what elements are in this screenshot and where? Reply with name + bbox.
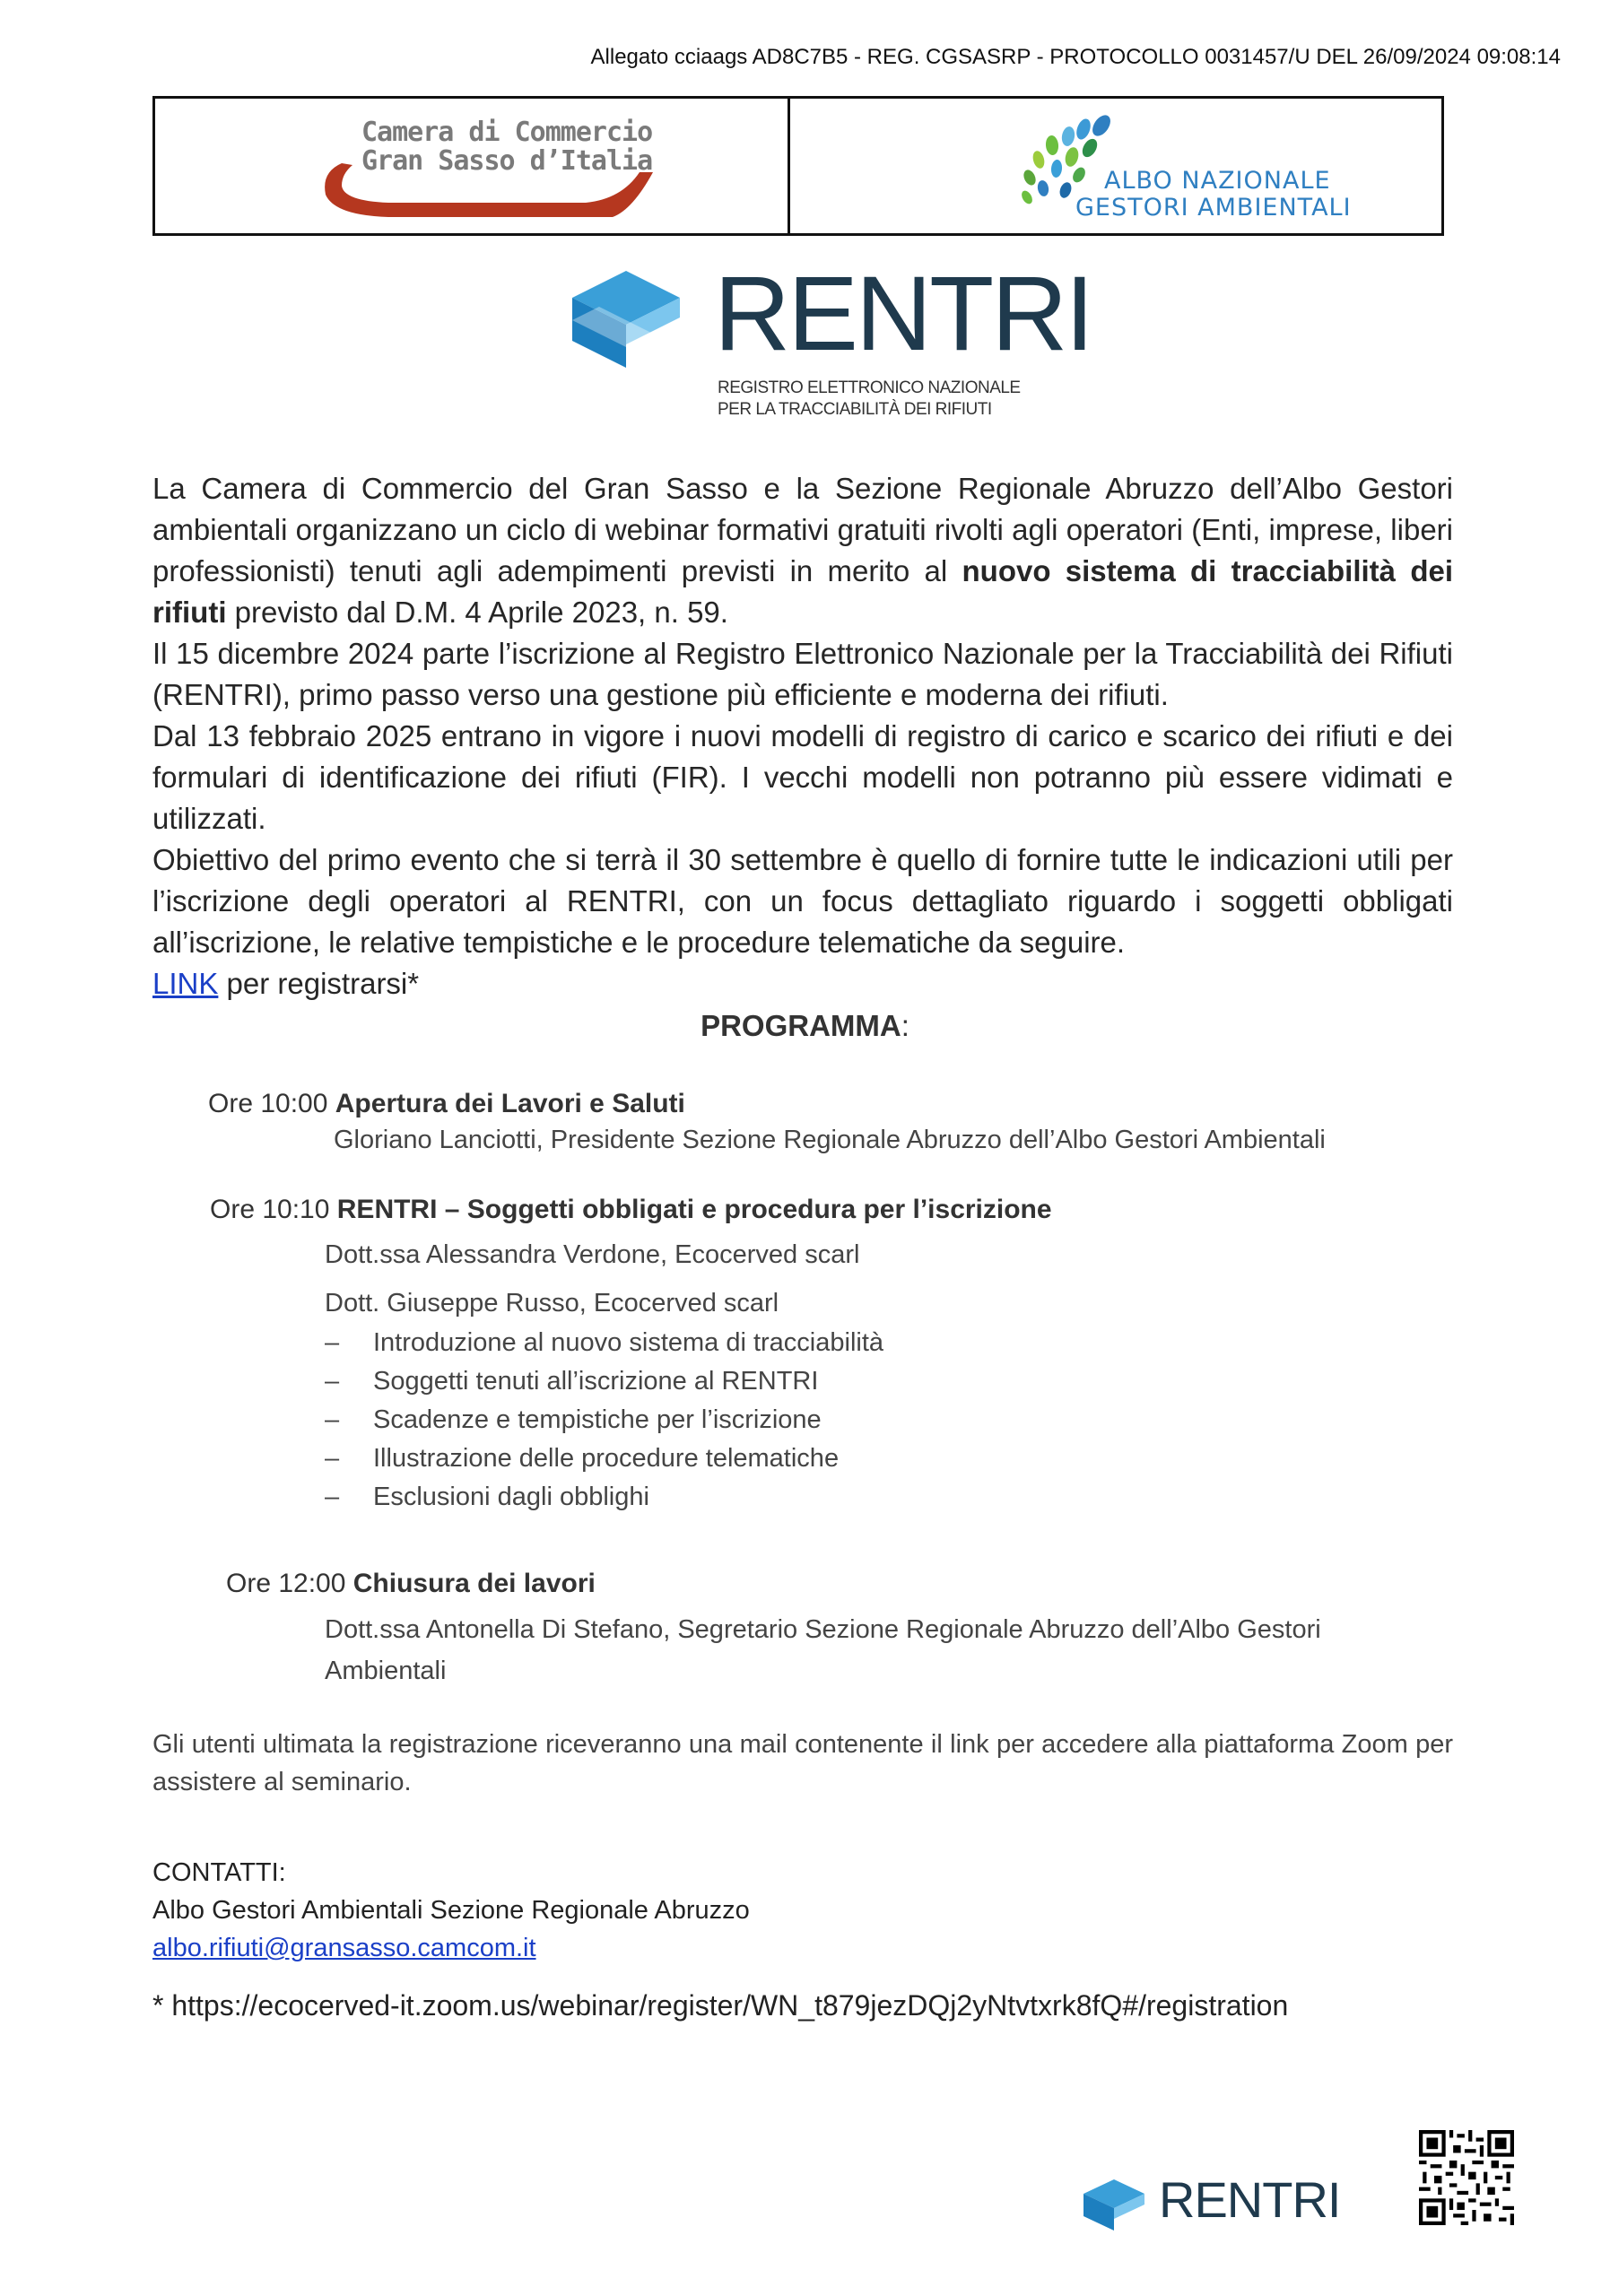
- intro-paragraph-2: Il 15 dicembre 2024 parte l’iscrizione al Registro Elettronico Nazionale per la Tracciabilità dei Rifiuti (RENTRI), primo passo verso una gestione più efficiente e moderna dei rifiuti.: [152, 637, 1453, 711]
- session-3-speaker: Dott.ssa Antonella Di Stefano, Segretario Sezione Regionale Abruzzo dell’Albo Gestori Ambientali: [325, 1615, 1321, 1685]
- session-1-time: Ore 10:00: [208, 1089, 335, 1118]
- camera-boat-icon: [317, 109, 657, 226]
- zoom-note: Gli utenti ultimata la registrazione riceveranno una mail contenente il link per accedere alla piattaforma Zoom per assistere al seminario.: [152, 1730, 1453, 1796]
- camera-logo-line2: Gran Sasso d’Italia: [361, 145, 653, 177]
- albo-logo-line1: ALBO NAZIONALE: [1104, 167, 1331, 195]
- qr-code-icon: [1419, 2130, 1514, 2225]
- dash-bullet: –: [325, 1444, 340, 1473]
- session-1-heading: [208, 1085, 685, 1123]
- topic-text: Scadenze e tempistiche per l’iscrizione: [373, 1405, 822, 1434]
- logo-divider: [788, 99, 790, 233]
- programma-colon: :: [901, 1009, 909, 1042]
- session-2-speaker-2: Dott. Giuseppe Russo, Ecocerved scarl: [325, 1289, 779, 1318]
- topic-text: Soggetti tenuti all’iscrizione al RENTRI: [373, 1367, 819, 1396]
- session-2-heading: [210, 1191, 1052, 1229]
- dash-bullet: –: [325, 1367, 340, 1396]
- camera-logo-line1: Camera di Commercio: [361, 117, 653, 148]
- camera-commercio-logo: [317, 109, 657, 226]
- footer-rentri-logo: RENTRI: [1159, 2171, 1341, 2228]
- contacts-label: CONTATTI:: [152, 1858, 286, 1887]
- session-3-title: Chiusura dei lavori: [352, 1569, 596, 1598]
- register-link-rest: per registrarsi*: [218, 967, 420, 1000]
- rentri-subtitle-1: REGISTRO ELETTRONICO NAZIONALE: [718, 378, 1021, 397]
- topic-text: Introduzione al nuovo sistema di tracciabilità: [373, 1328, 884, 1357]
- contacts-org: Albo Gestori Ambientali Sezione Regionale Abruzzo: [152, 1896, 750, 1925]
- session-2-speaker-1: Dott.ssa Alessandra Verdone, Ecocerved scarl: [325, 1240, 860, 1269]
- topic-list-item: [325, 1328, 1132, 1364]
- topic-text: Illustrazione delle procedure telematiche: [373, 1444, 840, 1473]
- protocol-stamp: Allegato cciaags AD8C7B5 - REG. CGSASRP - PROTOCOLLO 0031457/U DEL 26/09/2024 09:08:14: [590, 45, 1561, 69]
- session-1-title: Apertura dei Lavori e Saluti: [335, 1089, 685, 1118]
- intro-paragraph-1: [152, 468, 1453, 633]
- intro-p1-part-a: La Camera di Commercio del Gran Sasso e la Sezione Regionale Abruzzo dell’Albo Gestori ambientali organizzano un ciclo di webinar formativi gratuiti rivolti agli operatori (Enti, imprese, liberi professionisti) tenuti agli adempimenti previsti in merito al: [152, 472, 1453, 587]
- session-2-time: Ore 10:10: [210, 1195, 337, 1224]
- topic-list-item: [325, 1367, 1132, 1403]
- programma-label: PROGRAMMA: [701, 1009, 901, 1042]
- dash-bullet: –: [325, 1483, 340, 1511]
- topic-text: Esclusioni dagli obblighi: [373, 1483, 649, 1511]
- intro-p1-bold: nuovo sistema di tracciabilità dei rifiuti: [152, 554, 1453, 629]
- contacts-email-link[interactable]: albo.rifiuti@gransasso.camcom.it: [152, 1934, 536, 1962]
- rentri-subtitle-2: PER LA TRACCIABILITÀ DEI RIFIUTI: [718, 400, 992, 419]
- topic-list-item: [325, 1405, 1132, 1441]
- programma-title: [0, 1005, 1610, 1047]
- session-3-time: Ore 12:00: [226, 1569, 353, 1598]
- topic-list-item: [325, 1483, 1132, 1518]
- logo-header-box: [152, 96, 1444, 236]
- session-3-heading: [226, 1565, 596, 1603]
- dash-bullet: –: [325, 1328, 340, 1357]
- albo-logo-line2: GESTORI AMBIENTALI: [1075, 194, 1352, 222]
- intro-paragraph-3: Dal 13 febbraio 2025 entrano in vigore i nuovi modelli di registro di carico e scarico dei rifiuti e dei formulari di identificazione dei rifiuti (FIR). I vecchi modelli non potranno più essere vidimati e utilizzati.: [152, 719, 1453, 835]
- topic-list-item: [325, 1444, 1132, 1480]
- register-link[interactable]: LINK: [152, 967, 219, 1000]
- intro-p1-part-b: previsto dal D.M. 4 Aprile 2023, n. 59.: [226, 596, 728, 629]
- rentri-emblem-icon: [563, 271, 689, 370]
- session-1-speaker: Gloriano Lanciotti, Presidente Sezione Regionale Abruzzo dell’Albo Gestori Ambientali: [334, 1126, 1326, 1154]
- intro-paragraph-4: Obiettivo del primo evento che si terrà il 30 settembre è quello di fornire tutte le indicazioni utili per l’iscrizione degli operatori al RENTRI, con un focus dettagliato riguardo i soggetti obbligati all’iscrizione, le relative tempistiche e le procedure telematiche da seguire.: [152, 843, 1453, 959]
- dash-bullet: –: [325, 1405, 340, 1434]
- session-2-title: RENTRI – Soggetti obbligati e procedura per l’iscrizione: [336, 1195, 1052, 1224]
- footnote-url: * https://ecocerved-it.zoom.us/webinar/register/WN_t879jezDQj2yNtvtxrk8fQ#/registration: [152, 1989, 1289, 2022]
- register-line: [152, 963, 1453, 1004]
- rentri-title: RENTRI: [714, 255, 1092, 373]
- albo-logo: [1016, 108, 1393, 230]
- footer-rentri-emblem-icon: [1080, 2179, 1148, 2231]
